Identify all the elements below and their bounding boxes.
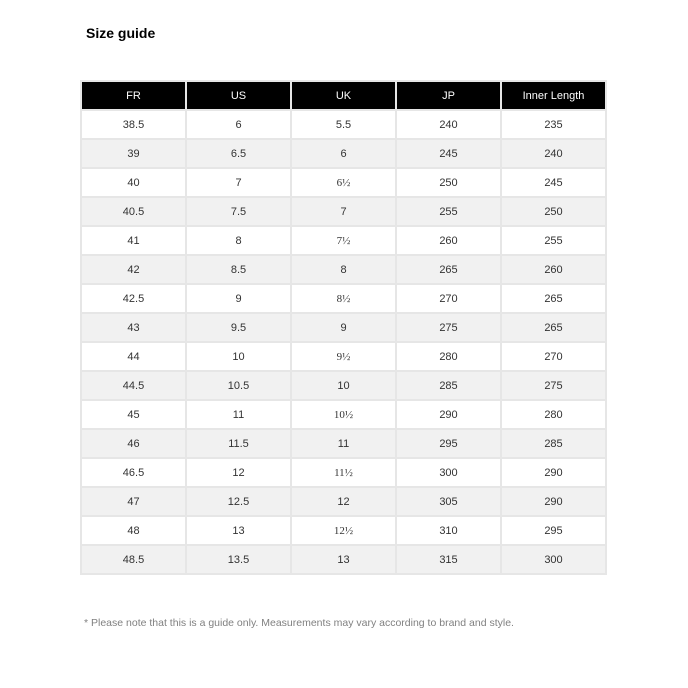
- cell-uk: 7½: [291, 226, 396, 255]
- cell-inner-length: 290: [501, 487, 606, 516]
- cell-fr: 43: [81, 313, 186, 342]
- cell-fr: 41: [81, 226, 186, 255]
- table-row: [81, 516, 606, 545]
- cell-uk: 13: [291, 545, 396, 574]
- cell-inner-length: 265: [501, 313, 606, 342]
- cell-us: 6: [186, 110, 291, 139]
- cell-us: 12: [186, 458, 291, 487]
- cell-jp: 270: [396, 284, 501, 313]
- cell-jp: 305: [396, 487, 501, 516]
- cell-us: 9: [186, 284, 291, 313]
- cell-us: 11.5: [186, 429, 291, 458]
- cell-jp: 260: [396, 226, 501, 255]
- cell-fr: 45: [81, 400, 186, 429]
- page-title: Size guide: [86, 25, 156, 41]
- cell-uk: 10½: [291, 400, 396, 429]
- cell-fr: 46.5: [81, 458, 186, 487]
- cell-fr: 42: [81, 255, 186, 284]
- table-row: [81, 458, 606, 487]
- cell-inner-length: 295: [501, 516, 606, 545]
- cell-uk: 6½: [291, 168, 396, 197]
- cell-jp: 265: [396, 255, 501, 284]
- cell-jp: 310: [396, 516, 501, 545]
- cell-us: 7.5: [186, 197, 291, 226]
- cell-uk: 11: [291, 429, 396, 458]
- cell-us: 7: [186, 168, 291, 197]
- cell-uk: 12: [291, 487, 396, 516]
- table-row: [81, 371, 606, 400]
- cell-us: 8.5: [186, 255, 291, 284]
- column-header-us: US: [186, 81, 291, 110]
- table-row: [81, 400, 606, 429]
- table-row: [81, 110, 606, 139]
- cell-jp: 300: [396, 458, 501, 487]
- table-row: [81, 197, 606, 226]
- cell-fr: 40: [81, 168, 186, 197]
- cell-inner-length: 265: [501, 284, 606, 313]
- cell-us: 6.5: [186, 139, 291, 168]
- table-row: [81, 487, 606, 516]
- cell-us: 10.5: [186, 371, 291, 400]
- cell-jp: 250: [396, 168, 501, 197]
- table-header-row: [81, 81, 606, 110]
- cell-inner-length: 270: [501, 342, 606, 371]
- column-header-uk: UK: [291, 81, 396, 110]
- table-row: [81, 226, 606, 255]
- table-row: [81, 139, 606, 168]
- size-guide-table: [80, 80, 607, 575]
- cell-inner-length: 260: [501, 255, 606, 284]
- table-row: [81, 284, 606, 313]
- cell-jp: 245: [396, 139, 501, 168]
- cell-fr: 48.5: [81, 545, 186, 574]
- cell-fr: 42.5: [81, 284, 186, 313]
- cell-inner-length: 275: [501, 371, 606, 400]
- cell-uk: 8½: [291, 284, 396, 313]
- cell-jp: 275: [396, 313, 501, 342]
- table-row: [81, 168, 606, 197]
- disclaimer-note: * Please note that this is a guide only. Measurements may vary according to brand and style.: [84, 617, 514, 629]
- cell-inner-length: 285: [501, 429, 606, 458]
- cell-uk: 8: [291, 255, 396, 284]
- cell-us: 8: [186, 226, 291, 255]
- cell-uk: 9½: [291, 342, 396, 371]
- cell-uk: 6: [291, 139, 396, 168]
- cell-inner-length: 280: [501, 400, 606, 429]
- cell-jp: 285: [396, 371, 501, 400]
- cell-fr: 44: [81, 342, 186, 371]
- cell-us: 9.5: [186, 313, 291, 342]
- cell-fr: 39: [81, 139, 186, 168]
- cell-uk: 11½: [291, 458, 396, 487]
- cell-jp: 240: [396, 110, 501, 139]
- column-header-jp: JP: [396, 81, 501, 110]
- cell-us: 13.5: [186, 545, 291, 574]
- cell-inner-length: 300: [501, 545, 606, 574]
- cell-uk: 12½: [291, 516, 396, 545]
- cell-uk: 7: [291, 197, 396, 226]
- table-row: [81, 429, 606, 458]
- cell-jp: 255: [396, 197, 501, 226]
- cell-fr: 40.5: [81, 197, 186, 226]
- cell-fr: 48: [81, 516, 186, 545]
- cell-fr: 44.5: [81, 371, 186, 400]
- cell-us: 11: [186, 400, 291, 429]
- cell-inner-length: 235: [501, 110, 606, 139]
- cell-uk: 9: [291, 313, 396, 342]
- cell-us: 12.5: [186, 487, 291, 516]
- cell-jp: 280: [396, 342, 501, 371]
- cell-jp: 295: [396, 429, 501, 458]
- cell-inner-length: 250: [501, 197, 606, 226]
- cell-us: 13: [186, 516, 291, 545]
- column-header-fr: FR: [81, 81, 186, 110]
- table-body: [81, 110, 606, 574]
- cell-inner-length: 240: [501, 139, 606, 168]
- cell-uk: 10: [291, 371, 396, 400]
- cell-uk: 5.5: [291, 110, 396, 139]
- cell-jp: 315: [396, 545, 501, 574]
- cell-jp: 290: [396, 400, 501, 429]
- cell-inner-length: 255: [501, 226, 606, 255]
- table-row: [81, 545, 606, 574]
- table-row: [81, 313, 606, 342]
- cell-fr: 46: [81, 429, 186, 458]
- cell-inner-length: 245: [501, 168, 606, 197]
- table-row: [81, 342, 606, 371]
- cell-fr: 38.5: [81, 110, 186, 139]
- cell-us: 10: [186, 342, 291, 371]
- column-header-inner-length: Inner Length: [501, 81, 606, 110]
- cell-inner-length: 290: [501, 458, 606, 487]
- table-row: [81, 255, 606, 284]
- cell-fr: 47: [81, 487, 186, 516]
